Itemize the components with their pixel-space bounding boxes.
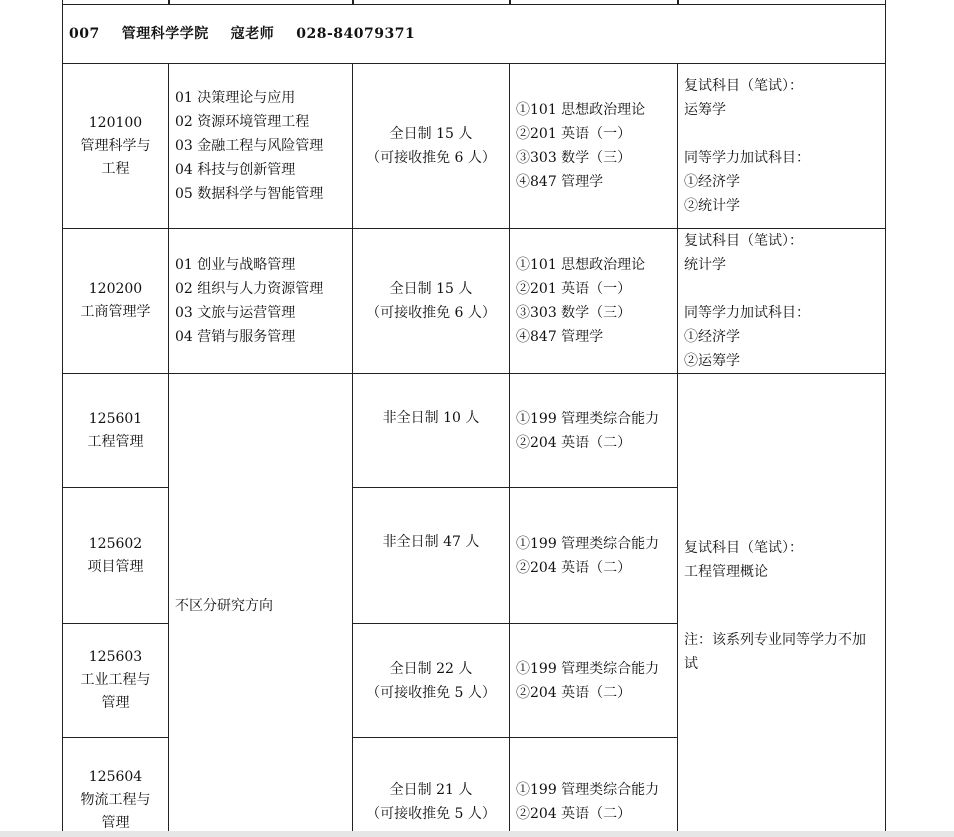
exam-subject: ①101 思想政治理论	[516, 102, 646, 118]
enrollment-quota: 非全日制 10 人	[382, 410, 480, 426]
enrollment-cell	[353, 738, 510, 837]
program-name: 管理	[101, 815, 130, 831]
exam-subject: ④847 管理学	[516, 174, 604, 190]
page-bottom-edge	[0, 831, 954, 837]
program-name: 管理科学与	[80, 137, 151, 154]
exam-cell	[510, 624, 678, 738]
college-name: 管理科学学院	[121, 26, 209, 42]
enrollment-cell	[353, 374, 510, 488]
direction-item: 02 资源环境管理工程	[175, 114, 310, 130]
shared-retest-cell	[678, 374, 886, 837]
program-cell	[63, 374, 169, 488]
exam-subject: ①199 管理类综合能力	[516, 660, 660, 677]
exam-subject: ②204 英语（二）	[516, 806, 632, 822]
enrollment-cell	[353, 64, 510, 229]
extra-exam-heading: 同等学力加试科目：	[684, 305, 810, 321]
direction-item: 02 组织与人力资源管理	[175, 281, 324, 297]
exam-subject: ③303 数学（三）	[516, 150, 632, 166]
extra-exam-subject: ②运筹学	[684, 353, 740, 369]
table-row	[63, 64, 886, 229]
spacer	[684, 277, 879, 301]
direction-item: 不区分研究方向	[175, 597, 273, 614]
program-name: 工商管理学	[80, 304, 151, 320]
enrollment-quota: 全日制 21 人	[389, 782, 473, 798]
program-code: 125604	[88, 769, 143, 785]
spacer	[684, 584, 879, 628]
exam-cell	[510, 488, 678, 624]
program-name: 物流工程与	[80, 792, 151, 808]
program-cell	[63, 488, 169, 624]
contact-phone: 028-84079371	[296, 26, 416, 42]
exam-cell	[510, 64, 678, 229]
direction-item: 03 文旅与运营管理	[175, 305, 296, 321]
enrollment-cell	[353, 229, 510, 374]
college-header	[63, 5, 886, 64]
retest-cell	[678, 64, 886, 229]
table-row	[63, 374, 886, 488]
contact-person: 寇老师	[230, 26, 275, 42]
exam-cell	[510, 374, 678, 488]
program-code: 125601	[88, 410, 143, 427]
program-code: 120100	[88, 114, 143, 131]
program-name: 工程管理	[87, 433, 144, 450]
exam-subject: ②204 英语（二）	[516, 434, 632, 451]
direction-item: 05 数据科学与智能管理	[175, 186, 324, 202]
exam-subject: ①199 管理类综合能力	[516, 782, 660, 798]
program-cell	[63, 624, 169, 738]
retest-note: 注：该系列专业同等学力不加试	[684, 631, 866, 672]
enrollment-table	[62, 4, 886, 837]
exam-subject: ②201 英语（一）	[516, 281, 632, 297]
enrollment-quota: 全日制 15 人	[389, 281, 473, 297]
direction-item: 01 创业与战略管理	[175, 257, 296, 273]
program-cell	[63, 64, 169, 229]
direction-item: 04 科技与创新管理	[175, 162, 296, 178]
directions-cell	[169, 229, 353, 374]
direction-item: 03 金融工程与风险管理	[175, 138, 324, 154]
exam-subject: ②201 英语（一）	[516, 126, 632, 142]
program-code: 120200	[88, 281, 143, 297]
exam-subject: ④847 管理学	[516, 329, 604, 345]
exam-subject: ③303 数学（三）	[516, 305, 632, 321]
retest-heading: 复试科目（笔试）：	[684, 233, 803, 249]
exam-subject: ①101 思想政治理论	[516, 257, 646, 273]
enrollment-quota: 非全日制 47 人	[382, 534, 480, 550]
program-name: 工业工程与	[80, 672, 151, 688]
retest-subject: 运筹学	[684, 102, 726, 118]
extra-exam-heading: 同等学力加试科目：	[684, 150, 810, 166]
exam-subject: ②204 英语（二）	[516, 559, 632, 576]
college-header-row	[63, 5, 886, 64]
enrollment-exempt: （可接收推免 5 人）	[366, 806, 496, 822]
enrollment-exempt: （可接收推免 6 人）	[366, 305, 496, 321]
program-name: 管理	[101, 695, 130, 711]
directions-cell	[169, 64, 353, 229]
direction-item: 04 营销与服务管理	[175, 329, 296, 345]
program-code: 125603	[88, 649, 143, 665]
table-row	[63, 229, 886, 374]
retest-subject: 统计学	[684, 257, 726, 273]
enrollment-cell	[353, 488, 510, 624]
enrollment-cell	[353, 624, 510, 738]
exam-cell	[510, 229, 678, 374]
program-name: 工程	[101, 160, 130, 177]
exam-subject: ①199 管理类综合能力	[516, 410, 660, 427]
spacer	[684, 122, 879, 146]
retest-subject: 工程管理概论	[684, 563, 768, 580]
program-cell	[63, 738, 169, 837]
program-name: 项目管理	[87, 558, 144, 575]
extra-exam-subject: ②统计学	[684, 198, 740, 214]
enrollment-quota: 全日制 15 人	[389, 126, 473, 142]
direction-item: 01 决策理论与应用	[175, 90, 296, 106]
program-code: 125602	[88, 535, 143, 552]
enrollment-exempt: （可接收推免 5 人）	[366, 684, 496, 701]
retest-heading: 复试科目（笔试）：	[684, 539, 803, 556]
retest-cell	[678, 229, 886, 374]
retest-heading: 复试科目（笔试）：	[684, 78, 803, 94]
college-code: 007	[69, 26, 100, 42]
exam-subject: ①199 管理类综合能力	[516, 535, 660, 552]
exam-subject: ②204 英语（二）	[516, 684, 632, 701]
extra-exam-subject: ①经济学	[684, 174, 740, 190]
enrollment-quota: 全日制 22 人	[389, 660, 473, 677]
extra-exam-subject: ①经济学	[684, 329, 740, 345]
shared-direction-cell	[169, 374, 353, 837]
exam-cell	[510, 738, 678, 837]
enrollment-exempt: （可接收推免 6 人）	[366, 150, 496, 166]
program-cell	[63, 229, 169, 374]
